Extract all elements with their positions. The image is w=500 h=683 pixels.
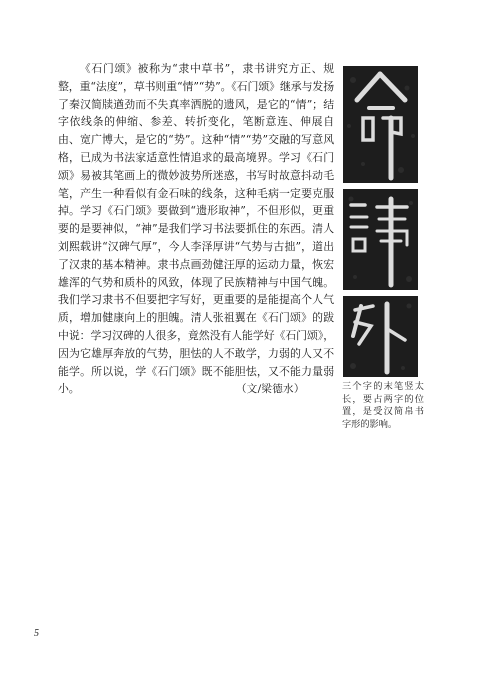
article-author: （文/梁德水） xyxy=(236,383,305,395)
article-body: 《石门颂》被称为“隶中草书”，隶书讲究方正、规整，重“法度”，草书则重“情”“势”。《石门颂》继承与发扬了秦汉简牍遒劲而不失真率洒脱的遗风，是它的“情”；结字依线条的伸缩、参差、转折变化，笔断意连、伸展自由、宽广博大，是它的“势”。这种“情”“势”交融的写意风格，已成为书法家适意性情追求的最高境界。学习《石门颂》易被其笔画上的微妙波势所迷惑，书写时故意抖动毛笔，产生一种看似有金石味的线条，这种毛病一定要克服掉。学习《石门颂》要做到“遗形取神”，不但形似，更重要的是要神似，“神”是我们学习书法要抓住的东西。清人刘熙载讲“汉碑气厚”，今人李泽厚讲“气势与古拙”，道出了汉隶的基本精神。隶书点画劲健汪厚的运动力量，恢宏雄浑的气势和质朴的风致，体现了民族精神与中国气魄。我们学习隶书不但要把字写好，更重要的是能提高个人气质，增加健康向上的胆魄。清人张祖翼在《石门颂》的跋中说：学习汉碑的人很多，竟然没有人能学好《石门颂》，因为它雄厚奔放的气势，胆怯的人不敢学，力弱的人又不能学。所以说，学《石门颂》既不能胆怯，又不能力量弱小。 xyxy=(58,62,334,396)
calligraphy-rubbing-image xyxy=(343,66,418,183)
page-number: 5 xyxy=(34,628,39,639)
image-caption: 三个字的末笔竖太长，要占两字的位置，是受汉简帛书字形的影响。 xyxy=(342,381,424,430)
calligraphy-rubbing-image xyxy=(343,189,418,290)
calligraphy-rubbing-image xyxy=(343,296,418,377)
